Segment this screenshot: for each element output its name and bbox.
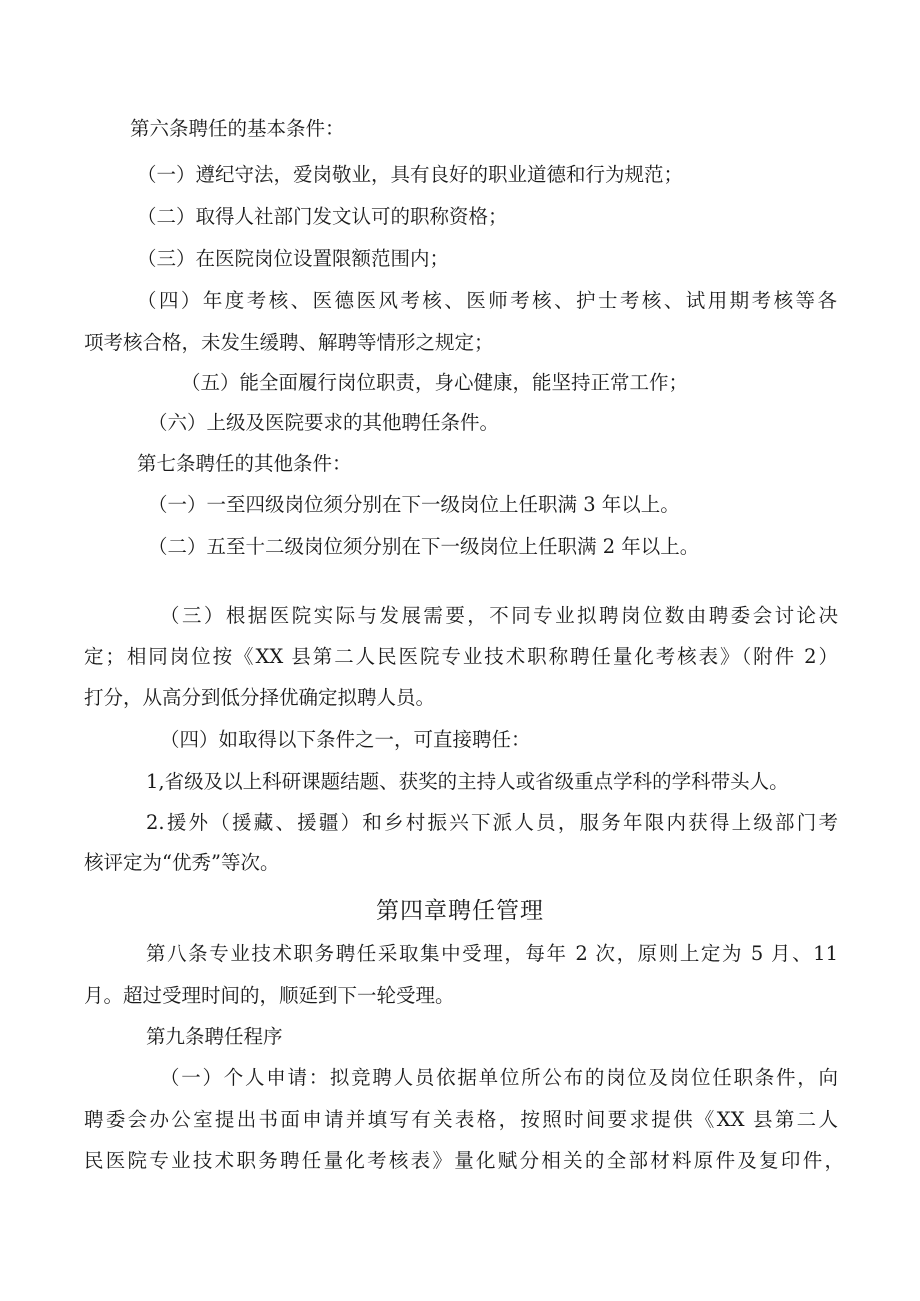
article7-item3-line2: 定；相同岗位按《XX 县第二人民医院专业技术职称聘任量化考核表》（附件 2） [84, 645, 838, 668]
article9-item1-line1: （一）个人申请：拟竞聘人员依据单位所公布的岗位及岗位任职条件，向 [160, 1066, 838, 1089]
article7-item3-line3: 打分，从高分到低分择优确定拟聘人员。 [84, 686, 436, 709]
article6-item3: （三）在医院岗位设置限额范围内； [137, 247, 450, 270]
article6-item4-line1: （四）年度考核、医德医风考核、医师考核、护士考核、试用期考核等各 [137, 289, 837, 312]
article9-item1-line3: 民医院专业技术职务聘任量化考核表》量化赋分相关的全部材料原件及复印件， [84, 1149, 844, 1172]
article6-item2: （二）取得人社部门发文认可的职称资格； [137, 205, 508, 228]
article7-item4: （四）如取得以下条件之一，可直接聘任： [160, 728, 531, 751]
article6-item1: （一）遵纪守法，爱岗敬业，具有良好的职业道德和行为规范； [137, 163, 684, 186]
article7-sub1: 1,省级及以上科研课题结题、获奖的主持人或省级重点学科的学科带头人。 [146, 770, 789, 793]
article9-item1-line2: 聘委会办公室提出书面申请并填写有关表格，按照时间要求提供《XX 县第二人 [84, 1108, 838, 1131]
article7-item2: （二）五至十二级岗位须分别在下一级岗位上任职满 2 年以上。 [148, 535, 700, 558]
article8-line2: 月。超过受理时间的，顺延到下一轮受理。 [84, 984, 455, 1007]
chapter-heading: 第四章聘任管理 [376, 898, 544, 924]
article7-sub2-line1: 2.援外（援藏、援疆）和乡村振兴下派人员，服务年限内获得上级部门考 [146, 811, 838, 834]
article7-sub2-line2: 核评定为“优秀”等次。 [84, 851, 280, 874]
article7-title: 第七条聘任的其他条件： [137, 452, 352, 475]
article7-item1: （一）一至四级岗位须分别在下一级岗位上任职满 3 年以上。 [148, 493, 680, 516]
article8-line1: 第八条专业技术职务聘任采取集中受理，每年 2 次，原则上定为 5 月、11 [146, 942, 838, 965]
article6-title: 第六条聘任的基本条件： [130, 117, 345, 140]
article7-item3-line1: （三）根据医院实际与发展需要，不同专业拟聘岗位数由聘委会讨论决 [160, 604, 838, 627]
article6-item6: （六）上级及医院要求的其他聘任条件。 [148, 411, 500, 434]
article6-item5: （五）能全面履行岗位职责，身心健康，能坚持正常工作； [181, 371, 689, 394]
article9-title: 第九条聘任程序 [146, 1025, 283, 1048]
article6-item4-line2: 项考核合格，未发生缓聘、解聘等情形之规定； [84, 331, 494, 354]
